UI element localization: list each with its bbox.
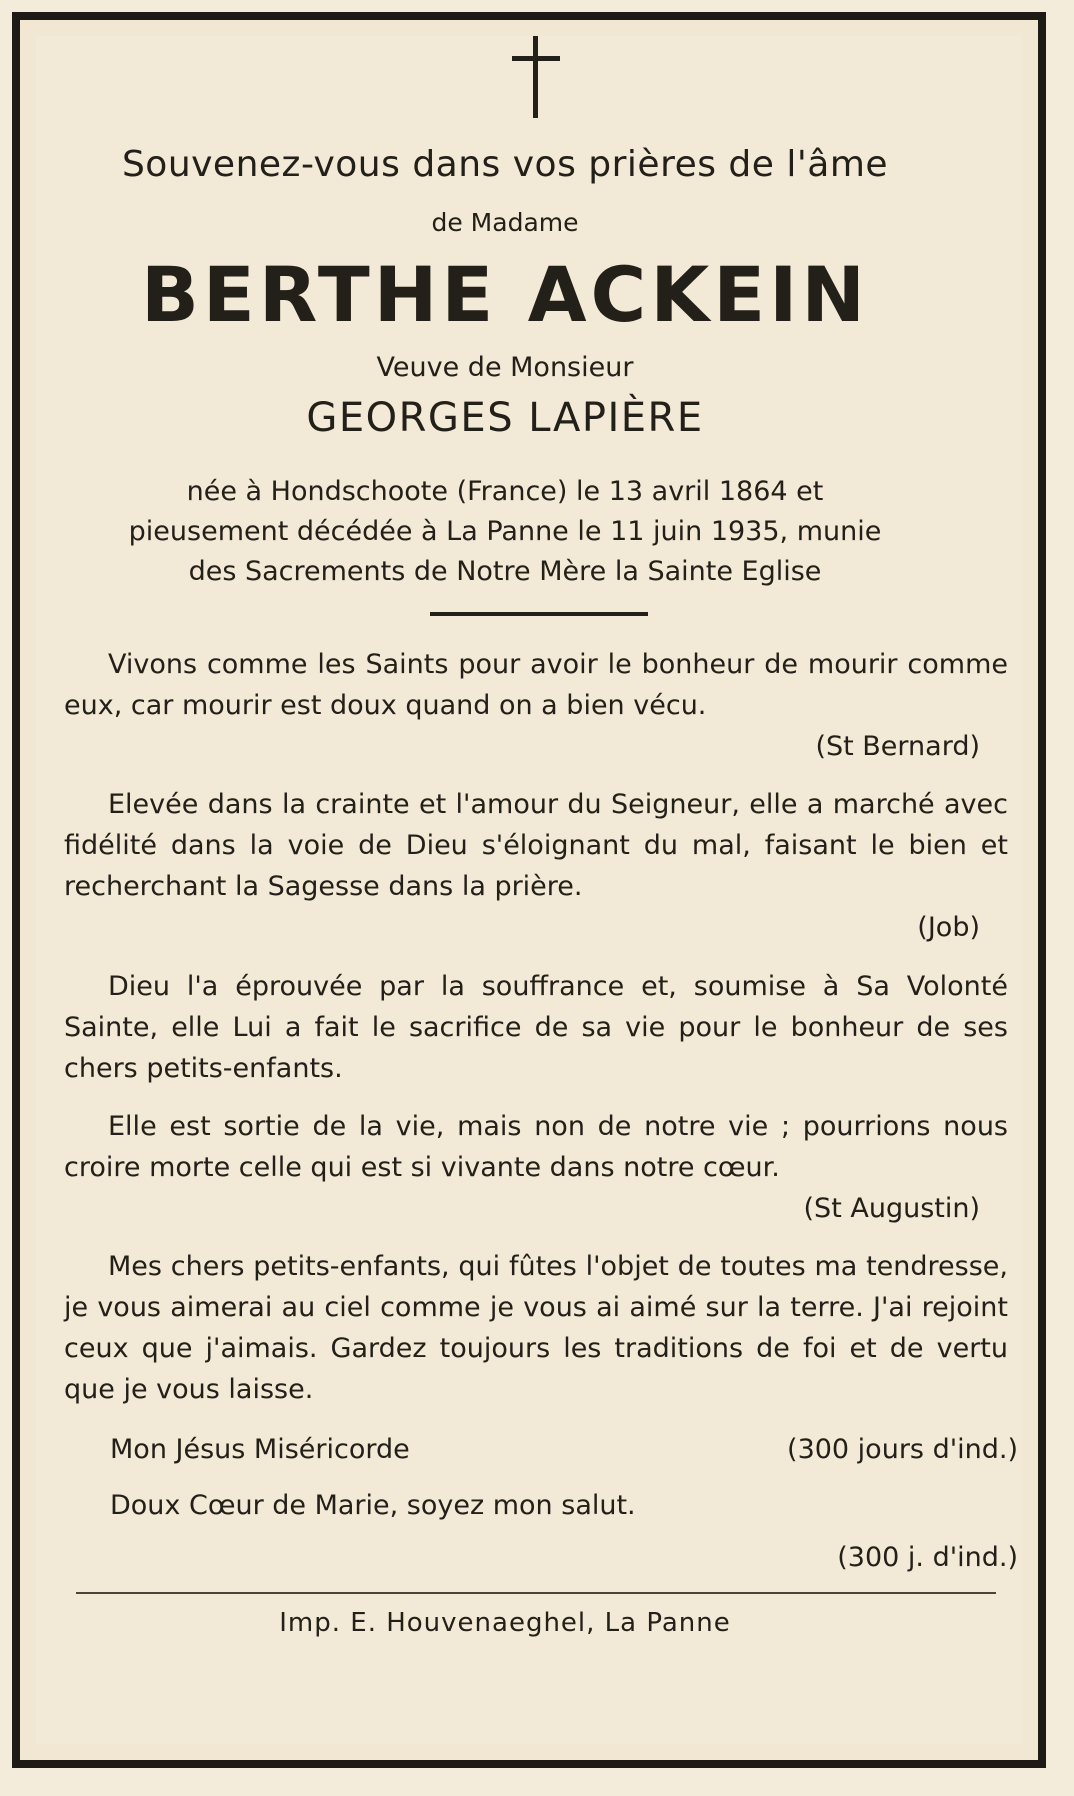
paragraph-text: Vivons comme les Saints pour avoir le bonheur de mourir comme eux, car mourir est doux quand on a bien vécu. <box>64 649 1008 721</box>
paragraph <box>64 966 1008 1089</box>
divider <box>430 612 648 616</box>
attribution: (Job) <box>917 912 980 943</box>
widow-line: Veuve de Monsieur <box>376 352 634 383</box>
paragraph <box>64 1246 1008 1410</box>
spouse-name: GEORGES LAPIÈRE <box>306 395 704 441</box>
paragraph-text: Elevée dans la crainte et l'amour du Seigneur, elle a marché avec fidélité dans la voie de Dieu s'éloignant du mal, faisant le bien et recherchant la Sagesse dans la prière. <box>64 789 1008 902</box>
printer-credit: Imp. E. Houvenaeghel, La Panne <box>279 1608 731 1638</box>
paragraph-text: Dieu l'a éprouvée par la souffrance et, soumise à Sa Volonté Sainte, elle Lui a fait le sacrifice de sa vie pour le bonheur de ses chers petits-enfants. <box>64 971 1008 1084</box>
attribution: (St Bernard) <box>815 731 980 762</box>
paragraph <box>64 1106 1008 1224</box>
paragraph <box>64 784 1008 943</box>
info-line: des Sacrements de Notre Mère la Sainte Eglise <box>188 556 822 587</box>
indulgence-note: (300 j. d'ind.) <box>837 1542 1018 1573</box>
intro-line: Souvenez-vous dans vos prières de l'âme <box>121 144 889 185</box>
footer-divider <box>76 1592 996 1594</box>
indulgence-note: (300 jours d'ind.) <box>787 1434 1018 1465</box>
attribution: (St Augustin) <box>803 1193 980 1224</box>
paragraph-text: Elle est sortie de la vie, mais non de notre vie ; pourrions nous croire morte celle qui est si vivante dans notre cœur. <box>64 1111 1008 1183</box>
deceased-name: BERTHE ACKEIN <box>140 250 870 339</box>
prayer-line: Mon Jésus Miséricorde <box>110 1434 410 1465</box>
info-line: née à Hondschoote (France) le 13 avril 1864 et <box>186 476 824 507</box>
birth-death-info <box>40 472 970 592</box>
cross-icon <box>506 32 566 122</box>
title-madame: de Madame <box>431 208 579 237</box>
paragraph-text: Mes chers petits-enfants, qui fûtes l'objet de toutes ma tendresse, je vous aimerai au ciel comme je vous ai aimé sur la terre. J'ai rejoint ceux que j'aimais. Gardez toujours les traditions de foi et de vertu que je vous laisse. <box>64 1251 1008 1405</box>
info-line: pieusement décédée à La Panne le 11 juin 1935, munie <box>128 516 882 547</box>
prayer-line: Doux Cœur de Marie, soyez mon salut. <box>110 1490 636 1521</box>
paragraph <box>64 644 1008 762</box>
